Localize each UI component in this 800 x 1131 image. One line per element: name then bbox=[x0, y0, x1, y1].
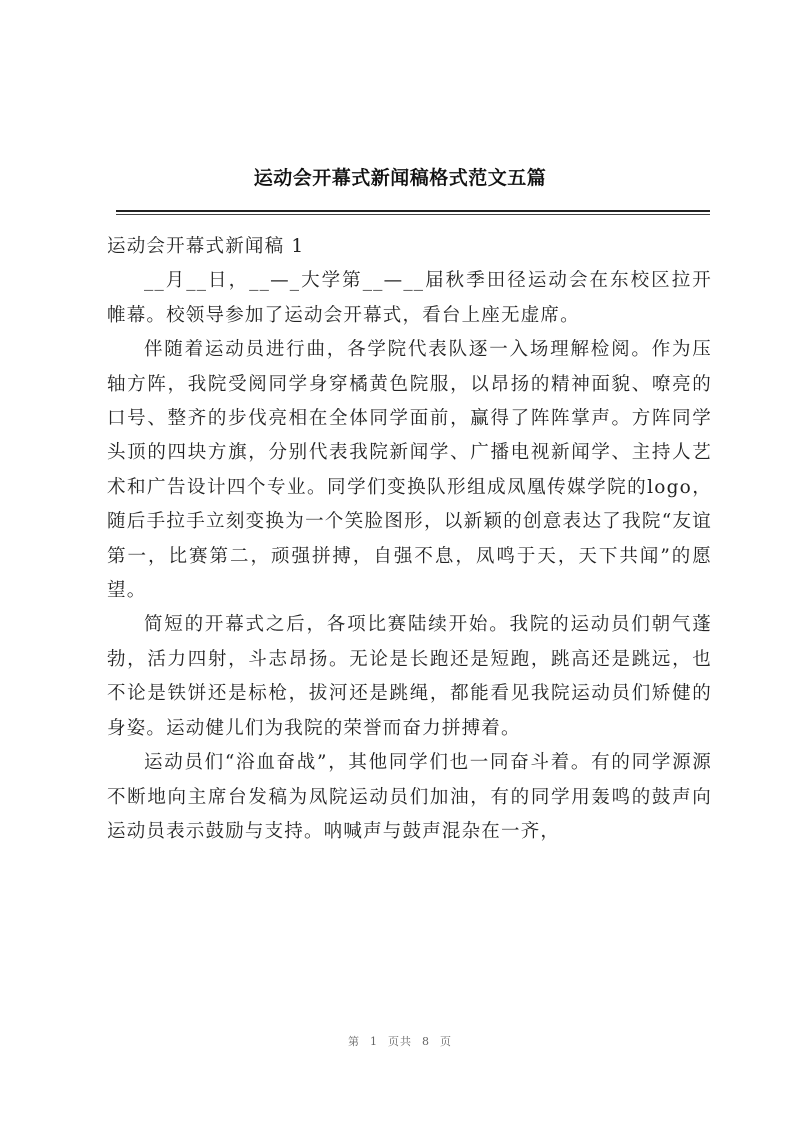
title-divider-thick bbox=[116, 210, 710, 212]
footer-suffix: 页 bbox=[440, 1035, 452, 1048]
paragraph-2: 伴随着运动员进行曲，各学院代表队逐一入场理解检阅。作为压轴方阵，我院受阅同学身穿橘黄色院服，以昂扬的精神面貌、嘹亮的口号、整齐的步伐亮相在全体同学面前，赢得了阵阵掌声。方阵同学头顶的四块方旗，分别代表我院新闻学、广播电视新闻学、主持人艺术和广告设计四个专业。同学们变换队形组成凤凰传媒学院的logo，随后手拉手立刻变换为一个笑脸图形，以新颖的创意表达了我院“友谊第一，比赛第二，顽强拼搏，自强不息，凤鸣于天，天下共闻”的愿望。 bbox=[107, 339, 712, 602]
footer-middle: 页共 bbox=[388, 1035, 412, 1048]
page-title: 运动会开幕式新闻稿格式范文五篇 bbox=[253, 167, 547, 189]
title-divider-thin bbox=[116, 214, 710, 215]
article-subheading: 运动会开幕式新闻稿 1 bbox=[107, 236, 305, 257]
paragraph-3: 简短的开幕式之后，各项比赛陆续开始。我院的运动员们朝气蓬勃，活力四射，斗志昂扬。无论是长跑还是短跑，跳高还是跳远，也不论是铁饼还是标枪，拔河还是跳绳，都能看见我院运动员们矫健的身姿。运动健儿们为我院的荣誉而奋力拼搏着。 bbox=[107, 614, 712, 739]
paragraph-1: __月__日，__—_大学第__—__届秋季田径运动会在东校区拉开帷幕。校领导参加了运动会开幕式，看台上座无虚席。 bbox=[107, 270, 712, 326]
article-body bbox=[107, 230, 712, 849]
footer-total-pages: 8 bbox=[422, 1035, 430, 1048]
page-footer bbox=[0, 1033, 800, 1049]
paragraph-4: 运动员们“浴血奋战”，其他同学们也一同奋斗着。有的同学源源不断地向主席台发稿为凤院运动员们加油，有的同学用轰鸣的鼓声向运动员表示鼓励与支持。呐喊声与鼓声混杂在一齐， bbox=[107, 752, 712, 842]
footer-prefix: 第 bbox=[348, 1035, 360, 1048]
footer-page-number: 1 bbox=[370, 1035, 378, 1048]
